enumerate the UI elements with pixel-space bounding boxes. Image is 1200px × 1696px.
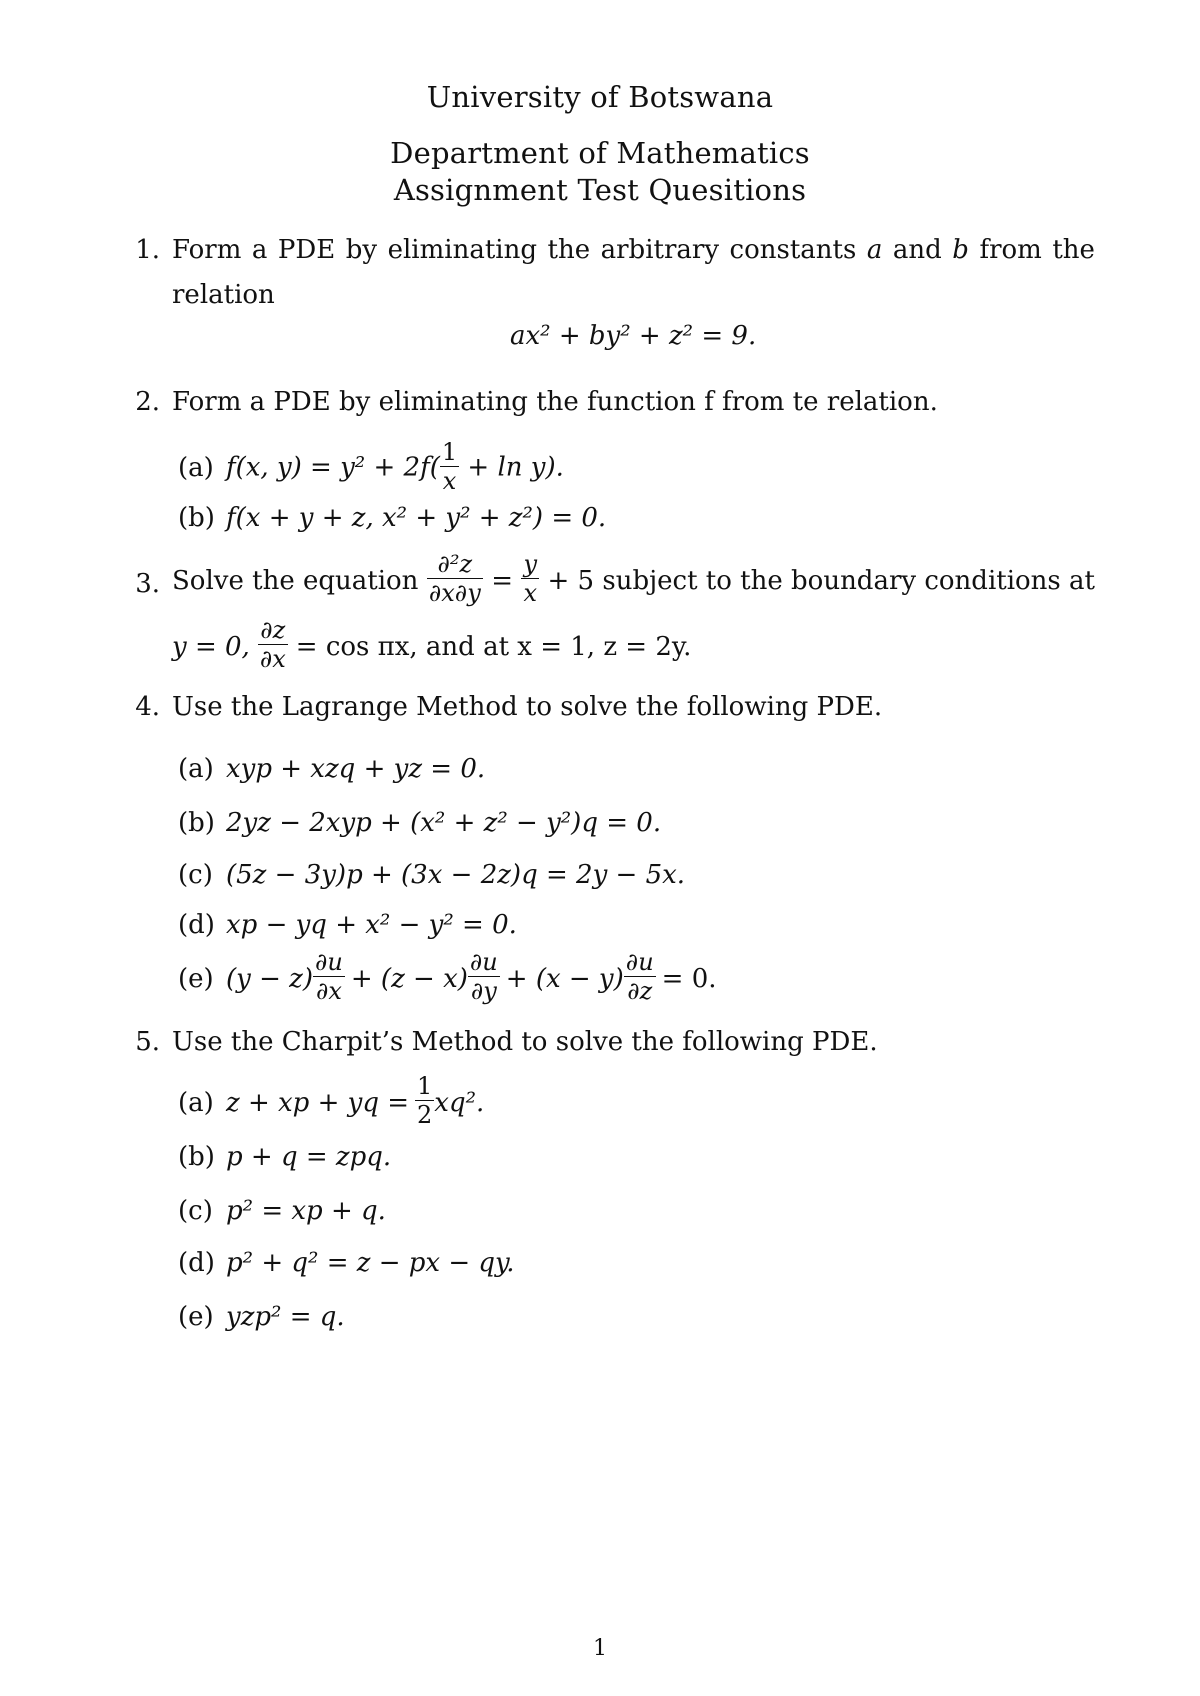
question-number: 1. (135, 235, 160, 265)
question-3-line-1 (172, 552, 1095, 609)
equals-sign: = (491, 565, 514, 596)
question-2a (178, 440, 564, 497)
denominator: ∂z (624, 976, 656, 1005)
question-number: 5. (135, 1027, 160, 1057)
fraction (415, 1072, 434, 1129)
text: = cos πx, and at x = 1, z = 2y. (295, 631, 692, 662)
question-4-text: Use the Lagrange Method to solve the following PDE. (172, 692, 883, 722)
word: constants (729, 235, 857, 265)
expression: + (z − x) (350, 963, 468, 994)
item-label: (a) (178, 754, 214, 784)
expression: y = 0, (172, 631, 250, 662)
denominator: ∂x∂y (428, 579, 481, 607)
item-label: (b) (178, 503, 215, 533)
department-name: Department of Mathematics (390, 136, 810, 170)
numerator: ∂u (625, 948, 654, 976)
question-5b (178, 1142, 391, 1172)
expression: xq². (434, 1087, 485, 1118)
denominator: ∂x (259, 645, 286, 673)
question-2-text: Form a PDE by eliminating the function f from te relation. (172, 387, 938, 417)
question-number: 4. (135, 692, 160, 722)
fraction (258, 616, 288, 673)
word: the (1052, 235, 1095, 265)
question-number: 3. (135, 569, 160, 599)
expression: p² + q² = z − px − qy. (226, 1248, 515, 1278)
question-2b (178, 503, 606, 533)
fraction (624, 948, 656, 1005)
numerator: 1 (441, 438, 458, 466)
word: a (251, 235, 268, 265)
word: and (892, 235, 942, 265)
item-label: (d) (178, 1248, 215, 1278)
numerator: ∂²z (437, 550, 473, 578)
expression: = 0. (661, 963, 717, 994)
question-5c (178, 1196, 386, 1226)
assignment-title: Assignment Test Quesitions (393, 173, 807, 207)
denominator: 2 (417, 1101, 433, 1129)
question-3-line-2 (172, 618, 691, 675)
expression: f(x, y) = y² + 2f( (226, 452, 440, 483)
expression: (y − z) (226, 963, 313, 994)
word: b (952, 235, 969, 265)
item-label: (c) (178, 860, 213, 890)
expression: z + xp + yq = (226, 1087, 410, 1118)
fraction (313, 948, 345, 1005)
numerator: ∂u (315, 948, 343, 976)
question-4b (178, 808, 661, 838)
item-label: (e) (178, 963, 214, 994)
expression: (5z − 3y)p + (3x − 2z)q = 2y − 5x. (226, 860, 686, 890)
denominator: ∂y (468, 976, 500, 1005)
expression: f(x + y + z, x² + y² + z²) = 0. (226, 503, 607, 533)
expression: + ln y). (459, 452, 564, 483)
word: by (345, 235, 378, 265)
question-1-line-1 (172, 235, 1095, 265)
expression: + (x − y) (505, 963, 624, 994)
question-1-equation: ax² + by² + z² = 9. (510, 321, 757, 351)
fraction (427, 550, 483, 607)
question-4c (178, 860, 685, 890)
question-5d (178, 1248, 515, 1278)
word: arbitrary (600, 235, 720, 265)
fraction (440, 438, 459, 495)
question-4d (178, 910, 517, 940)
item-label: (e) (178, 1302, 214, 1332)
text: Solve the equation (172, 565, 419, 596)
denominator: ∂x (313, 976, 345, 1005)
fraction (468, 948, 500, 1005)
item-label: (c) (178, 1196, 213, 1226)
word: a (866, 235, 883, 265)
numerator: y (523, 550, 538, 578)
item-label: (b) (178, 808, 215, 838)
word: PDE (277, 235, 336, 265)
question-5-text: Use the Charpit’s Method to solve the following PDE. (172, 1027, 878, 1057)
question-number: 2. (135, 387, 160, 417)
numerator: ∂z (260, 616, 286, 644)
word: eliminating (387, 235, 537, 265)
item-label: (a) (178, 1087, 214, 1118)
question-4e (178, 950, 717, 1007)
word: the (547, 235, 591, 265)
fraction (521, 550, 539, 607)
expression: p + q = zpq. (226, 1142, 392, 1172)
expression: 2yz − 2xyp + (x² + z² − y²)q = 0. (226, 808, 662, 838)
item-label: (d) (178, 910, 215, 940)
expression: xyp + xzq + yz = 0. (226, 754, 486, 784)
numerator: 1 (417, 1072, 433, 1100)
denominator: x (521, 578, 539, 607)
item-label: (a) (178, 452, 214, 483)
text: + 5 subject to the boundary conditions at (547, 565, 1095, 596)
question-1-line-2: relation (172, 280, 275, 310)
expression: xp − yq + x² − y² = 0. (226, 910, 517, 940)
expression: p² = xp + q. (226, 1196, 386, 1226)
numerator: ∂u (469, 948, 498, 976)
word: Form (172, 235, 242, 265)
expression: yzp² = q. (226, 1302, 345, 1332)
university-name: University of Botswana (426, 80, 774, 114)
question-5e (178, 1302, 345, 1332)
question-4a (178, 754, 485, 784)
word: from (979, 235, 1042, 265)
item-label: (b) (178, 1142, 215, 1172)
denominator: x (440, 466, 459, 495)
page-number: 1 (593, 1636, 607, 1661)
question-5a (178, 1074, 484, 1131)
